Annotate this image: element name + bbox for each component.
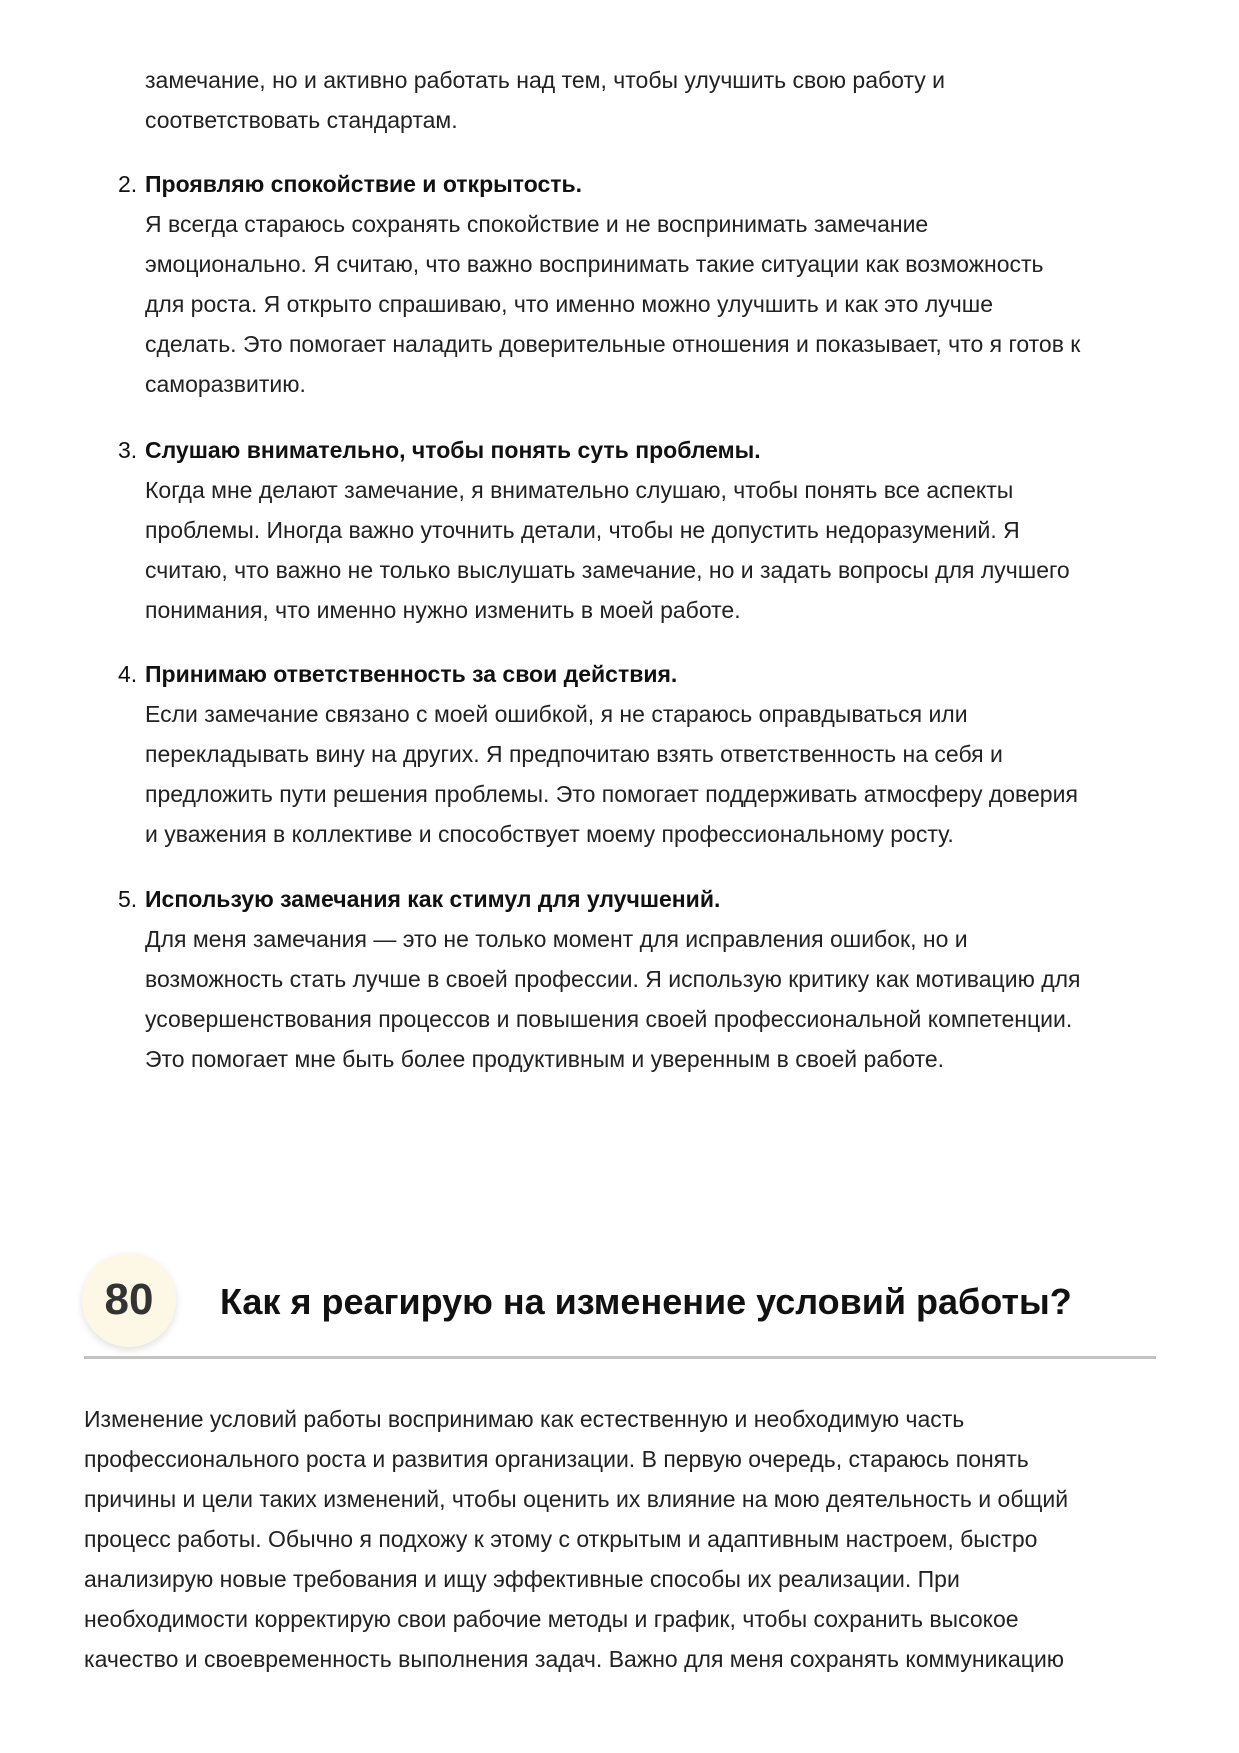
list-number: 5.: [118, 886, 138, 912]
text-line: причины и цели таких изменений, чтобы оценить их влияние на мою деятельность и общий: [84, 1486, 1069, 1512]
intro-paragraph: [145, 60, 945, 140]
list-item-title-text: Слушаю внимательно, чтобы понять суть проблемы.: [145, 437, 761, 463]
list-item: [118, 430, 1070, 630]
list-item: [118, 164, 1081, 404]
list-number: 4.: [118, 661, 138, 687]
heading-divider: [84, 1356, 1156, 1359]
text-line: эмоционально. Я считаю, что важно воспринимать такие ситуации как возможность: [145, 251, 1044, 277]
text-line: Когда мне делают замечание, я внимательно слушаю, чтобы понять все аспекты: [145, 477, 1014, 503]
text-line: Если замечание связано с моей ошибкой, я не стараюсь оправдываться или: [145, 701, 968, 727]
list-item-title: [118, 164, 1080, 204]
list-item: [118, 654, 1078, 854]
list-item: [118, 879, 1081, 1079]
text-line: качество и своевременность выполнения задач. Важно для меня сохранять коммуникацию: [84, 1646, 1065, 1672]
text-line: анализирую новые требования и ищу эффективные способы их реализации. При: [84, 1566, 960, 1592]
text-line: перекладывать вину на других. Я предпочитаю взять ответственность на себя и: [145, 741, 1003, 767]
text-line: предложить пути решения проблемы. Это помогает поддерживать атмосферу доверия: [145, 781, 1078, 807]
text-line: и уважения в коллективе и способствует моему профессиональному росту.: [145, 821, 954, 847]
text-line: понимания, что именно нужно изменить в моей работе.: [145, 597, 741, 623]
list-item-title-text: Проявляю спокойствие и открытость.: [145, 171, 583, 197]
text-line: Изменение условий работы воспринимаю как естественную и необходимую часть: [84, 1406, 965, 1432]
question-number-badge: 80: [82, 1253, 176, 1347]
text-line: Это помогает мне быть более продуктивным и уверенным в своей работе.: [145, 1046, 945, 1072]
text-line: саморазвитию.: [145, 371, 306, 397]
text-line: замечание, но и активно работать над тем, чтобы улучшить свою работу и: [145, 67, 945, 93]
text-line: соответствовать стандартам.: [145, 107, 458, 133]
text-line: возможность стать лучше в своей профессии. Я использую критику как мотивацию для: [145, 966, 1081, 992]
text-line: сделать. Это помогает наладить доверительные отношения и показывает, что я готов к: [145, 331, 1081, 357]
text-line: усовершенствования процессов и повышения своей профессиональной компетенции.: [145, 1006, 1073, 1032]
text-line: проблемы. Иногда важно уточнить детали, чтобы не допустить недоразумений. Я: [145, 517, 1020, 543]
text-line: Я всегда стараюсь сохранять спокойствие и не воспринимать замечание: [145, 211, 929, 237]
text-line: считаю, что важно не только выслушать замечание, но и задать вопросы для лучшего: [145, 557, 1070, 583]
list-number: 2.: [118, 171, 138, 197]
text-line: профессионального роста и развития организации. В первую очередь, стараюсь понять: [84, 1446, 1029, 1472]
list-number: 3.: [118, 437, 138, 463]
text-line: процесс работы. Обычно я подхожу к этому с открытым и адаптивным настроем, быстро: [84, 1526, 1038, 1552]
list-item-title: [118, 654, 1078, 694]
list-item-title-text: Принимаю ответственность за свои действия.: [145, 661, 678, 687]
text-line: для роста. Я открыто спрашиваю, что именно можно улучшить и как это лучше: [145, 291, 993, 317]
list-item-title-text: Использую замечания как стимул для улучшений.: [145, 886, 721, 912]
text-line: необходимости корректирую свои рабочие методы и график, чтобы сохранить высокое: [84, 1606, 1019, 1632]
text-line: Для меня замечания — это не только момент для исправления ошибок, но и: [145, 926, 968, 952]
list-item-title: [118, 430, 1070, 470]
list-item-title: [118, 879, 1081, 919]
section-heading: Как я реагирую на изменение условий работы?: [220, 1281, 1072, 1322]
answer-paragraph: [84, 1399, 1068, 1679]
